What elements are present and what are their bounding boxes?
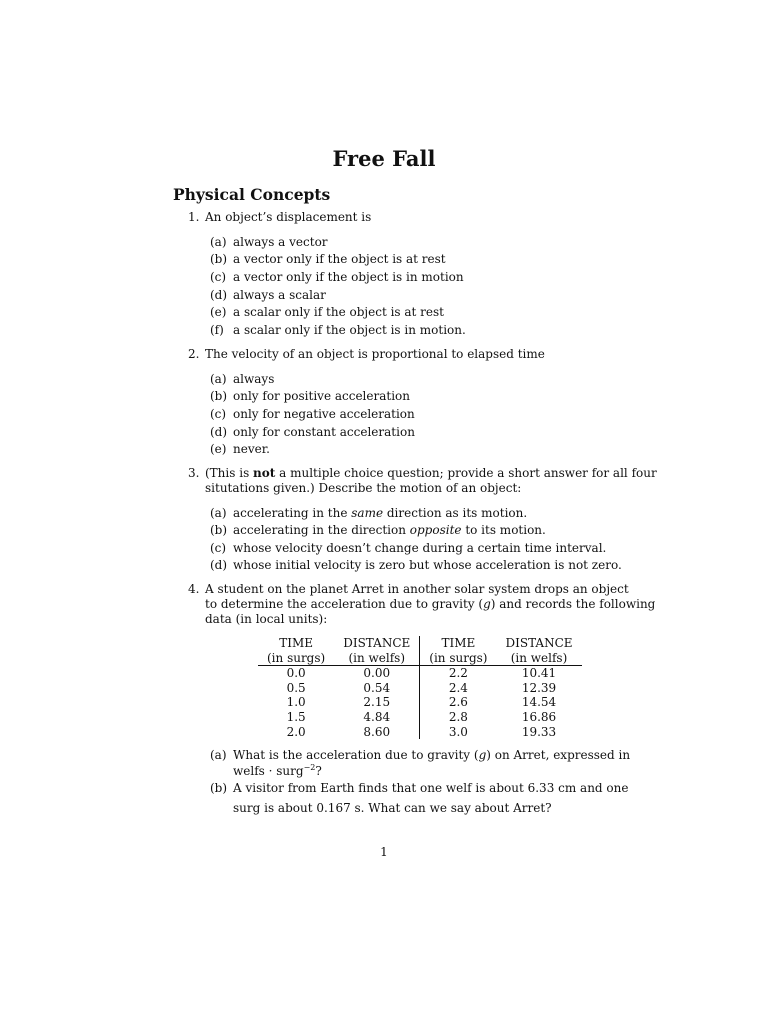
table-cell: 2.8 <box>448 709 468 724</box>
option-text-part: accelerating in the direction <box>233 523 410 537</box>
exponent: −2 <box>303 763 316 772</box>
option-text: whose velocity doesn’t change during a certain time interval. <box>233 541 607 555</box>
subquestion-text-line-1 <box>233 748 630 762</box>
column-header: DISTANCE <box>334 636 420 651</box>
option-label: (e) <box>210 442 227 456</box>
option-label: (b) <box>210 523 228 537</box>
subquestion-label: (a) <box>210 748 227 762</box>
section-title: Physical Concepts <box>173 185 331 204</box>
subquestion-text: ? <box>315 764 322 778</box>
option-text: only for constant acceleration <box>233 425 415 439</box>
gravity-symbol: g <box>483 597 491 611</box>
table-cell: 0.5 <box>286 680 306 695</box>
page-number: 1 <box>380 845 388 859</box>
option-text-part: to its motion. <box>461 523 546 537</box>
column-units: (in welfs) <box>334 651 420 666</box>
option-text <box>233 506 527 520</box>
option-emphasis: same <box>351 506 384 520</box>
option-emphasis: opposite <box>409 523 462 537</box>
table-cell: 12.39 <box>521 680 557 695</box>
option-text: only for negative acceleration <box>233 407 415 421</box>
question-number: 3. <box>188 466 200 480</box>
subquestion-text-line-2: surg is about 0.167 s. What can we say about Arret? <box>233 801 552 815</box>
table-cell: 10.41 <box>521 666 557 681</box>
subquestion-text-line-2 <box>233 763 322 778</box>
question-stem-line-3: data (in local units): <box>205 612 328 626</box>
option-label: (a) <box>210 235 227 249</box>
option-label: (d) <box>210 558 228 572</box>
option-text: always <box>233 372 275 386</box>
column-units: (in surgs) <box>258 651 334 666</box>
gravity-symbol: g <box>478 748 487 762</box>
table-cell: 14.54 <box>521 695 557 710</box>
page-title: Free Fall <box>332 146 436 171</box>
stem-text: a multiple choice question; provide a short answer for all four <box>275 466 657 480</box>
question-stem: An object’s displacement is <box>205 210 372 224</box>
option-text: a scalar only if the object is at rest <box>233 305 444 319</box>
table-row <box>258 666 582 681</box>
stem-text: ) and records the following <box>490 597 656 611</box>
table-cell: 4.84 <box>334 710 420 725</box>
option-label: (c) <box>210 541 227 555</box>
table-row <box>258 695 582 710</box>
table-cell: 1.5 <box>286 709 306 724</box>
question-number: 1. <box>188 210 200 224</box>
option-text-part: accelerating in the <box>233 506 352 520</box>
question-number: 4. <box>188 582 200 596</box>
question-stem-line-2 <box>205 597 655 611</box>
table-cell: 0.00 <box>334 666 420 681</box>
table-cell: 8.60 <box>334 725 420 740</box>
table-cell: 2.15 <box>334 695 420 710</box>
option-text: a scalar only if the object is in motion. <box>233 323 466 337</box>
data-table <box>258 636 582 739</box>
option-label: (a) <box>210 506 227 520</box>
column-header: DISTANCE <box>505 636 573 650</box>
table-cell: 2.2 <box>448 666 468 681</box>
question-stem-line-1: A student on the planet Arret in another solar system drops an object <box>205 582 629 596</box>
table-row <box>258 710 582 725</box>
question-stem: The velocity of an object is proportional to elapsed time <box>205 347 545 361</box>
table-cell: 2.4 <box>448 680 468 695</box>
question-stem-line-1 <box>205 466 657 480</box>
subquestion-text: What is the acceleration due to gravity ( <box>233 748 479 762</box>
option-label: (b) <box>210 389 228 403</box>
option-label: (a) <box>210 372 227 386</box>
option-label: (d) <box>210 288 228 302</box>
option-label: (c) <box>210 407 227 421</box>
stem-text: (This is <box>205 466 254 480</box>
subquestion-label: (b) <box>210 781 228 795</box>
table-row <box>258 725 582 740</box>
option-label: (c) <box>210 270 227 284</box>
option-text-part: direction as its motion. <box>383 506 528 520</box>
table-header-row <box>258 636 582 651</box>
question-number: 2. <box>188 347 200 361</box>
option-text: a vector only if the object is in motion <box>233 270 464 284</box>
table-row <box>258 681 582 696</box>
table-cell: 0.54 <box>334 681 420 696</box>
stem-bold-text: not <box>253 466 276 480</box>
table-cell: 0.0 <box>286 666 306 681</box>
table-cell: 2.6 <box>448 695 468 710</box>
option-label: (d) <box>210 425 228 439</box>
column-header: TIME <box>441 636 476 650</box>
option-text: always a vector <box>233 235 328 249</box>
subquestion-text: welfs · surg <box>233 764 304 778</box>
option-text: only for positive acceleration <box>233 389 410 403</box>
question-stem-line-2: situtations given.) Describe the motion of an object: <box>205 481 522 495</box>
column-header: TIME <box>279 636 313 650</box>
option-label: (b) <box>210 252 228 266</box>
stem-text: to determine the acceleration due to gravity ( <box>205 597 484 611</box>
option-label: (f) <box>210 323 224 337</box>
table-cell: 1.0 <box>286 695 306 710</box>
table-units-row <box>258 651 582 666</box>
option-label: (e) <box>210 305 227 319</box>
option-text: always a scalar <box>233 288 326 302</box>
column-units: (in surgs) <box>420 651 497 666</box>
subquestion-text: ) on Arret, expressed in <box>486 748 631 762</box>
option-text: a vector only if the object is at rest <box>233 252 446 266</box>
option-text: never. <box>233 442 270 456</box>
table-cell: 19.33 <box>521 724 557 739</box>
subquestion-text-line-1: A visitor from Earth finds that one welf is about 6.33 cm and one <box>233 781 629 795</box>
table-cell: 3.0 <box>448 724 468 739</box>
table-cell: 2.0 <box>286 724 306 739</box>
option-text <box>233 523 546 537</box>
column-units: (in welfs) <box>496 651 581 666</box>
option-text: whose initial velocity is zero but whose acceleration is not zero. <box>233 558 622 572</box>
table-cell: 16.86 <box>521 709 557 724</box>
